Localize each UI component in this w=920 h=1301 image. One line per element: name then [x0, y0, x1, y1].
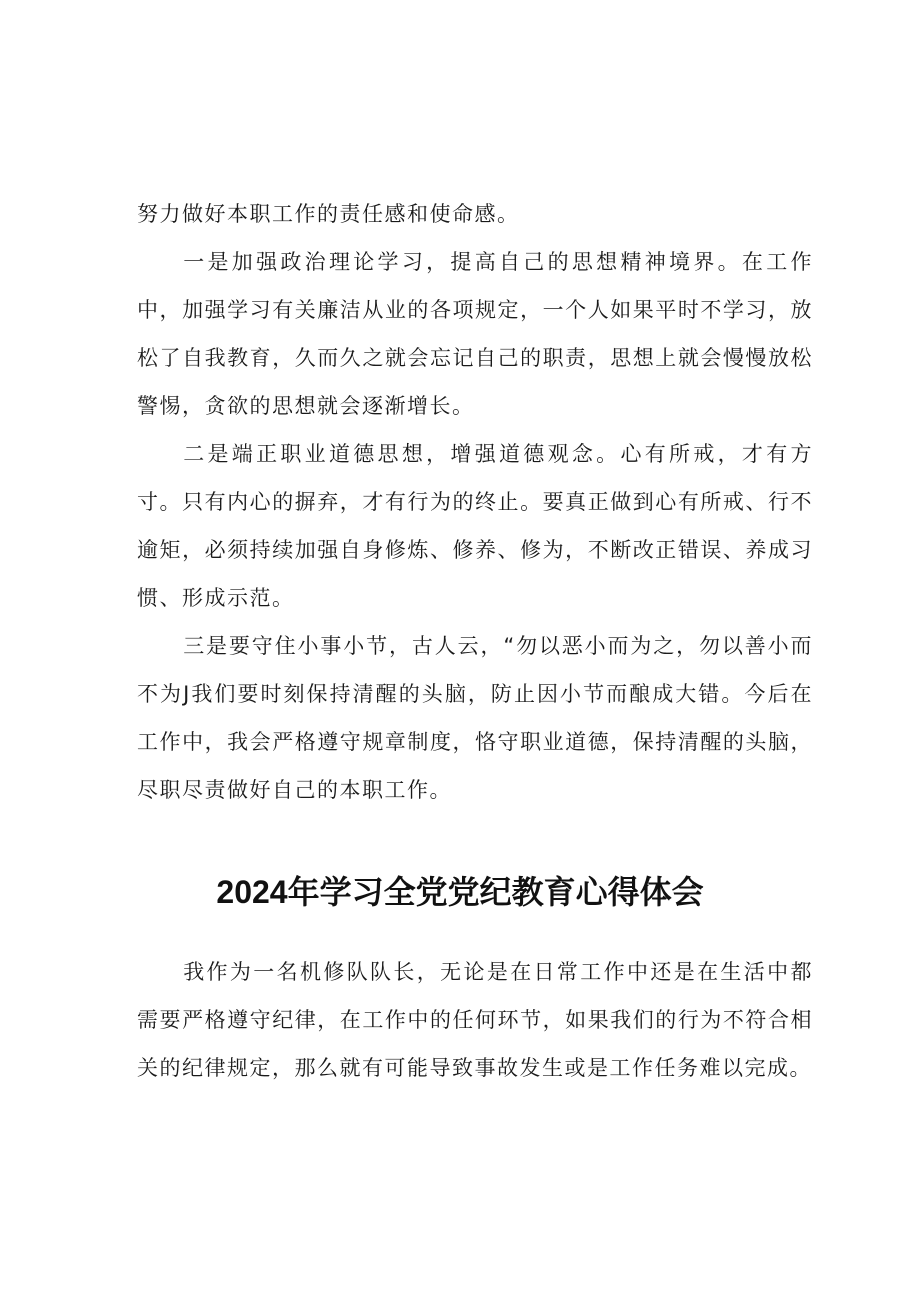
paragraph-continuation: 努力做好本职工作的责任感和使命感。: [137, 202, 520, 226]
paragraph-point-one: 一是加强政治理论学习，提高自己的思想精神境界。在工作中，加强学习有关廉洁从业的各项规定，一个人如果平时不学习，放松了自我教育，久而久之就会忘记自己的职责，思想上就会慢慢放松警惕，贪欲的思想就会逐渐增长。: [137, 250, 813, 418]
article-body: [137, 948, 813, 1092]
continued-text-block: [137, 190, 813, 814]
document-title: 2024年学习全党党纪教育心得体会: [216, 874, 704, 910]
paragraph-intro: 我作为一名机修队队长，无论是在日常工作中还是在生活中都需要严格遵守纪律，在工作中的任何环节，如果我们的行为不符合相关的纪律规定，那么就有可能导致事故发生或是工作任务难以完成。: [137, 960, 813, 1080]
paragraph-point-three: 三是要守住小事小节，古人云，“勿以恶小而为之，勿以善小而不为J我们要时刻保持清醒的头脑，防止因小节而酿成大错。今后在工作中，我会严格遵守规章制度，恪守职业道德，保持清醒的头脑，尽职尽责做好自己的本职工作。: [137, 634, 813, 802]
paragraph-point-two: 二是端正职业道德思想，增强道德观念。心有所戒，才有方寸。只有内心的摒弃，才有行为的终止。要真正做到心有所戒、行不逾矩，必须持续加强自身修炼、修养、修为，不断改正错误、养成习惯、形成示范。: [137, 442, 813, 610]
